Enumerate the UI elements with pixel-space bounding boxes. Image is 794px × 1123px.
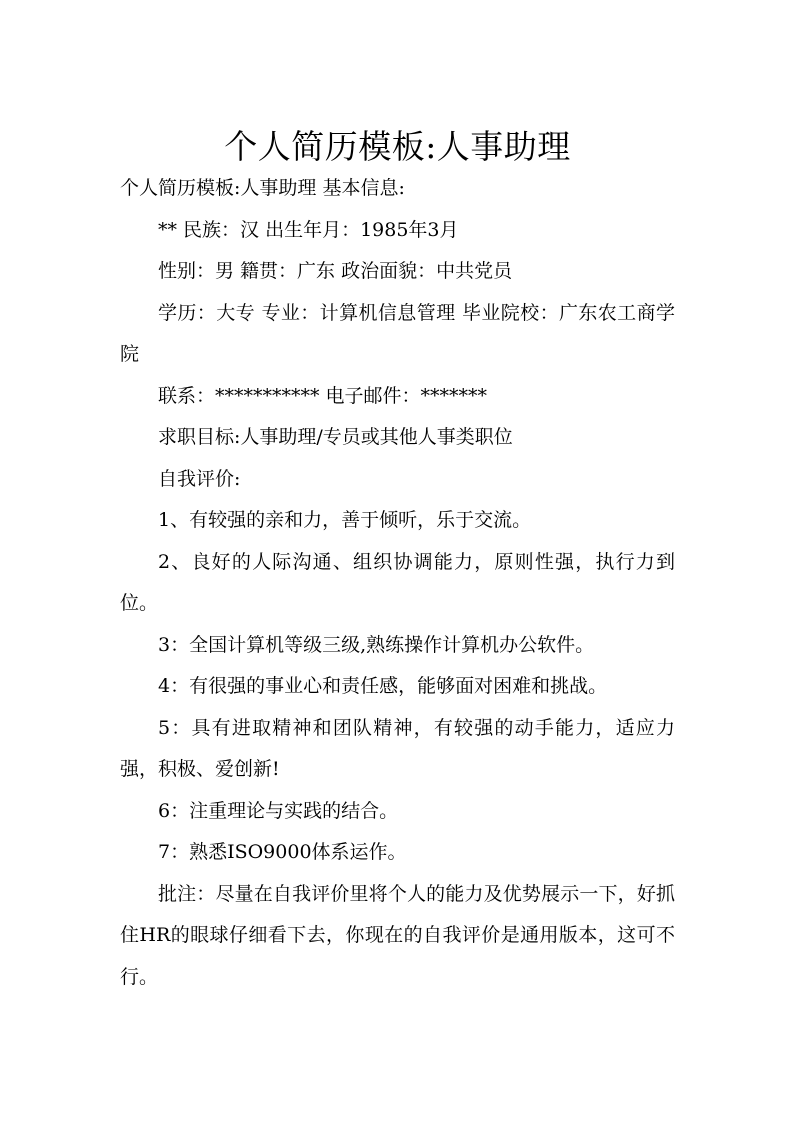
self-evaluation-item-4: 4：有很强的事业心和责任感，能够面对困难和挑战。 [158, 675, 608, 697]
job-objective-line: 求职目标:人事助理/专员或其他人事类职位 [158, 426, 513, 448]
document-body [120, 168, 675, 998]
resume-heading-line: 个人简历模板:人事助理 基本信息: [120, 177, 405, 199]
annotation-note: 批注：尽量在自我评价里将个人的能力及优势展示一下，好抓住HR的眼球仔细看下去，你现在的自我评价是通用版本，这可不行。 [120, 882, 675, 988]
self-evaluation-heading: 自我评价: [158, 467, 241, 490]
gender-origin-politics-line: 性别：男 籍贯：广东 政治面貌：中共党员 [158, 260, 513, 282]
self-evaluation-item-2: 2、良好的人际沟通、组织协调能力，原则性强，执行力到位。 [120, 550, 675, 614]
self-evaluation-item-7: 7：熟悉ISO9000体系运作。 [158, 841, 407, 863]
education-line: 学历：大专 专业：计算机信息管理 毕业院校：广东农工商学院 [120, 301, 675, 365]
self-evaluation-item-3: 3：全国计算机等级三级,熟练操作计算机办公软件。 [158, 633, 595, 656]
self-evaluation-item-1: 1、有较强的亲和力，善于倾听，乐于交流。 [158, 509, 532, 531]
ethnicity-birth-line: ** 民族：汉 出生年月：1985年3月 [158, 218, 459, 241]
contact-line: 联系：*********** 电子邮件：******* [158, 384, 488, 407]
self-evaluation-item-6: 6：注重理论与实践的结合。 [158, 799, 399, 822]
self-evaluation-item-5: 5：具有进取精神和团队精神，有较强的动手能力，适应力强，积极、爱创新! [120, 716, 675, 780]
document-title: 个人简历模板:人事助理 [224, 127, 571, 167]
